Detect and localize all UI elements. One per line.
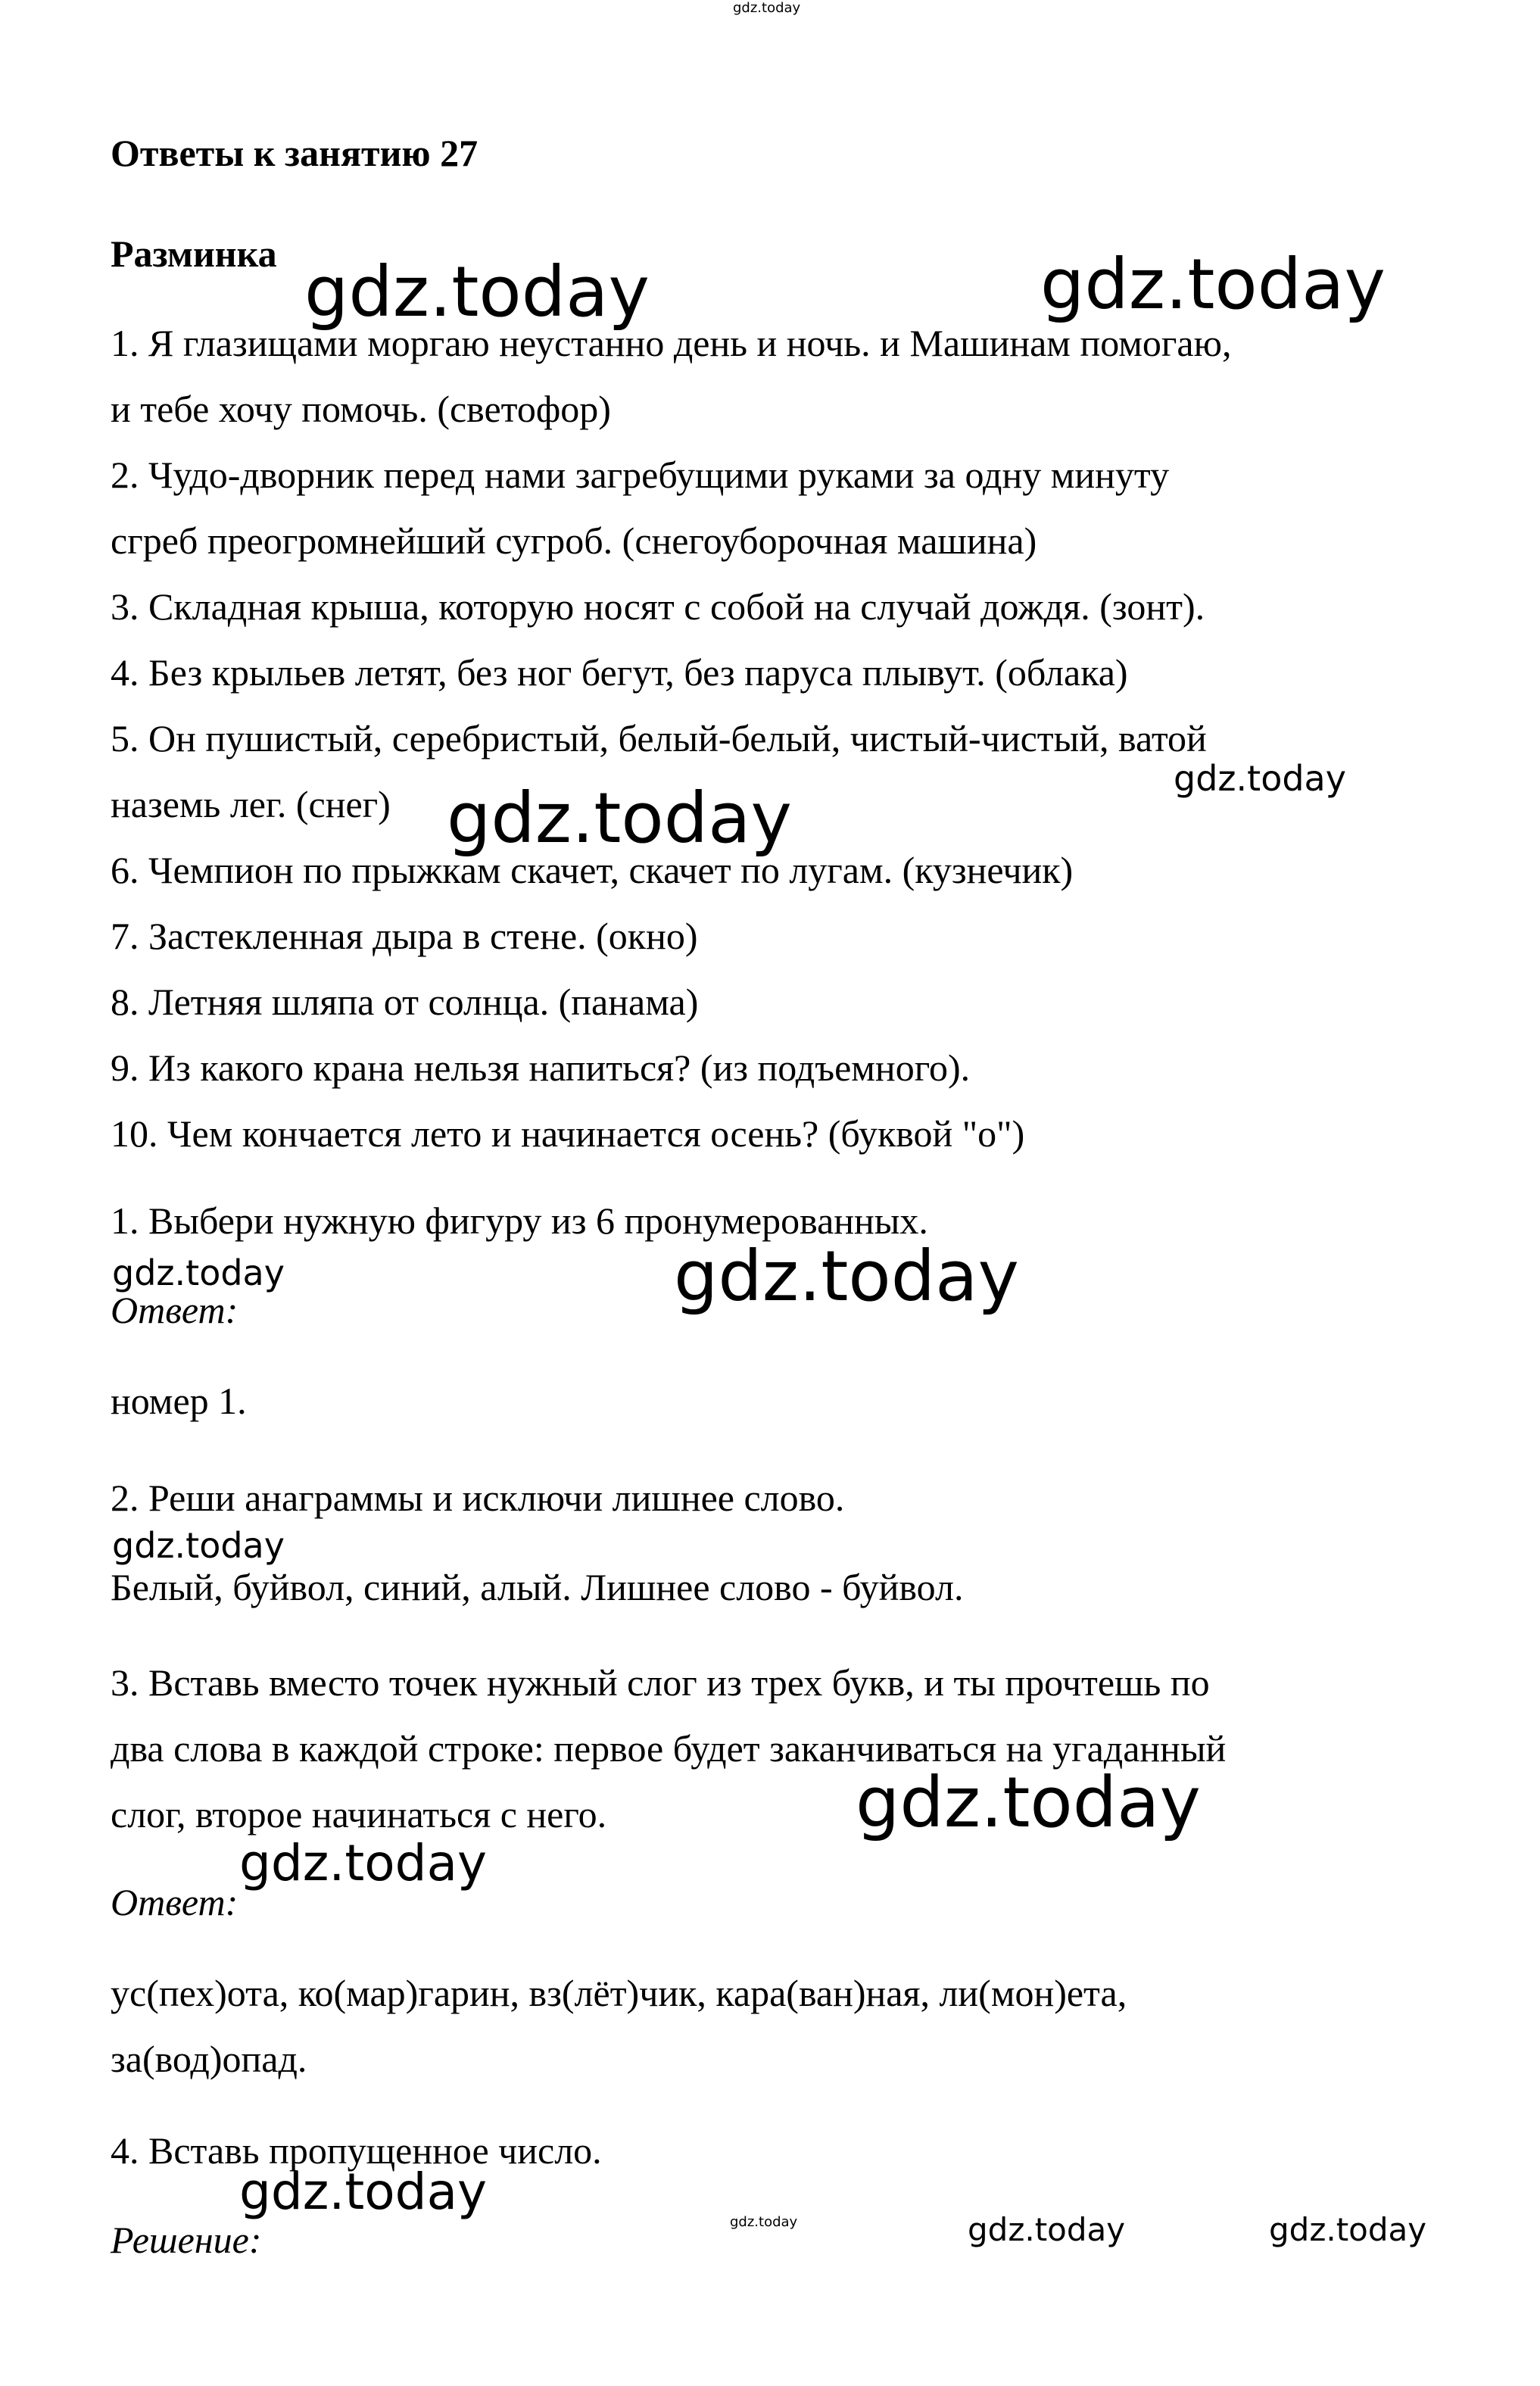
task3-question-line: два слова в каждой строке: первое будет заканчиваться на угаданный	[111, 1727, 1227, 1770]
watermark-10: gdz.today	[239, 2163, 488, 2221]
watermark-8: gdz.today	[856, 1762, 1201, 1843]
watermark-12: gdz.today	[968, 2211, 1126, 2248]
warmup-line: наземь лег. (снег)	[111, 783, 391, 825]
task3-question-line: 3. Вставь вместо точек нужный слог из трех букв, и ты прочтешь по	[111, 1661, 1210, 1704]
watermark-11: gdz.today	[730, 2214, 798, 2230]
watermark-5: gdz.today	[112, 1252, 285, 1293]
task1-answer: номер 1.	[111, 1380, 247, 1422]
warmup-heading: Разминка	[111, 232, 277, 275]
watermark-1: gdz.today	[304, 251, 650, 332]
task3-answer-label: Ответ:	[111, 1881, 238, 1923]
watermark-4: gdz.today	[447, 778, 792, 859]
task1-answer-label: Ответ:	[111, 1289, 238, 1331]
task3-answer-line: ус(пех)ота, ко(мар)гарин, вз(лёт)чик, кара(ван)ная, ли(мон)ета,	[111, 1972, 1127, 2014]
watermark-top: gdz.today	[733, 0, 801, 16]
warmup-line: 4. Без крыльев летят, без ног бегут, без паруса плывут. (облака)	[111, 651, 1128, 694]
task3-answer-line: за(вод)опад.	[111, 2038, 307, 2080]
warmup-line: сгреб преогромнейший сугроб. (снегоуборочная машина)	[111, 519, 1037, 562]
warmup-line: 7. Застекленная дыра в стене. (окно)	[111, 915, 698, 957]
warmup-line: 8. Летняя шляпа от солнца. (панама)	[111, 981, 699, 1023]
warmup-line: 6. Чемпион по прыжкам скачет, скачет по лугам. (кузнечик)	[111, 849, 1074, 891]
watermark-7: gdz.today	[112, 1525, 285, 1566]
task4-question: 4. Вставь пропущенное число.	[111, 2129, 602, 2172]
warmup-line: и тебе хочу помочь. (светофор)	[111, 388, 611, 430]
warmup-line: 1. Я глазищами моргаю неустанно день и ночь. и Машинам помогаю,	[111, 322, 1232, 364]
watermark-3: gdz.today	[1174, 758, 1346, 799]
watermark-2: gdz.today	[1040, 244, 1386, 325]
watermark-13: gdz.today	[1269, 2211, 1427, 2248]
task4-solution-label: Решение:	[111, 2219, 262, 2261]
page-title: Ответы к занятию 27	[111, 132, 479, 174]
task2-answer: Белый, буйвол, синий, алый. Лишнее слово - буйвол.	[111, 1566, 964, 1608]
warmup-line: 5. Он пушистый, серебристый, белый-белый, чистый-чистый, ватой	[111, 717, 1207, 759]
task2-question: 2. Реши анаграммы и исключи лишнее слово.	[111, 1477, 845, 1519]
warmup-line: 2. Чудо-дворник перед нами загребущими руками за одну минуту	[111, 454, 1170, 496]
task3-question-line: слог, второе начинаться с него.	[111, 1793, 607, 1836]
watermark-9: gdz.today	[239, 1834, 488, 1892]
watermark-6: gdz.today	[674, 1236, 1019, 1317]
warmup-line: 9. Из какого крана нельзя напиться? (из подъемного).	[111, 1046, 971, 1089]
warmup-line: 3. Складная крыша, которую носят с собой на случай дождя. (зонт).	[111, 585, 1205, 628]
warmup-line: 10. Чем кончается лето и начинается осень? (буквой "о")	[111, 1112, 1025, 1155]
task1-question: 1. Выбери нужную фигуру из 6 пронумерованных.	[111, 1199, 928, 1242]
